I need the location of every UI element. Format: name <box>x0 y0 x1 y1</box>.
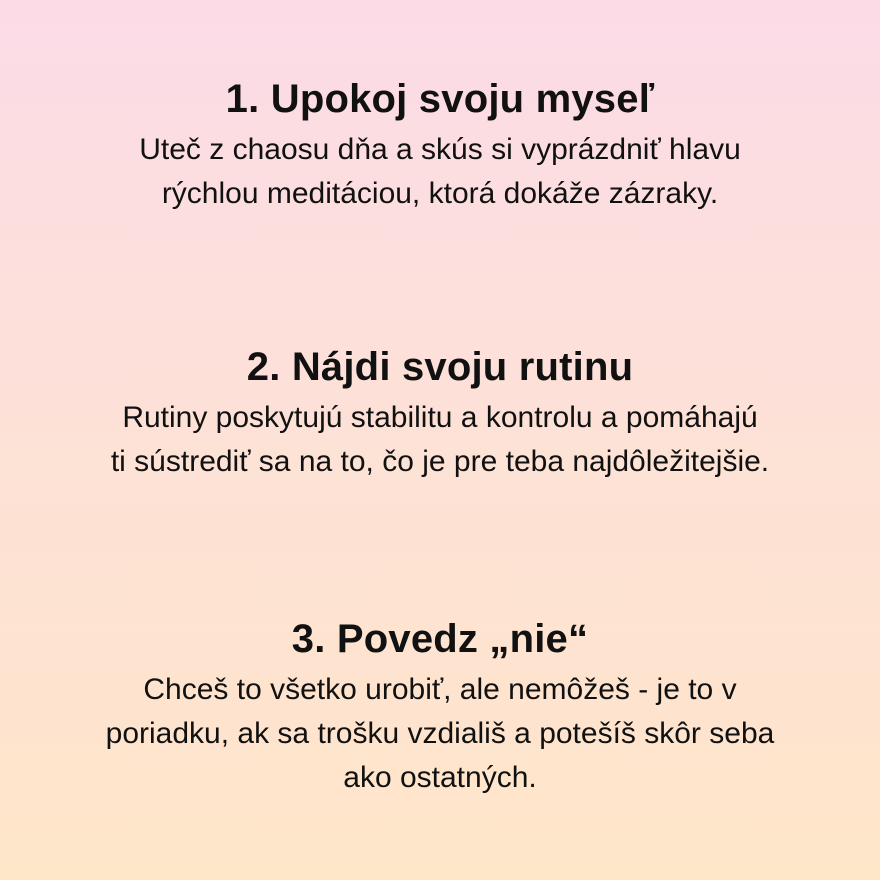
tip-2-title: 2. Nájdi svoju rutinu <box>246 345 634 389</box>
tip-2-text: Rutiny poskytujú stabilitu a kontrolu a pomáhajú ti sústrediť sa na to, čo je pre teba najdôležitejšie. <box>110 401 770 478</box>
tip-2 <box>0 342 880 484</box>
tip-1 <box>0 74 880 216</box>
tip-1-title: 1. Upokoj svoju myseľ <box>225 77 655 121</box>
tip-1-text: Uteč z chaosu dňa a skús si vyprázdniť hlavu rýchlou meditáciou, ktorá dokáže zázraky. <box>139 133 741 210</box>
tip-3-title: 3. Povedz „nie“ <box>291 617 589 661</box>
tip-3 <box>0 614 880 800</box>
tip-3-text: Chceš to všetko urobiť, ale nemôžeš - je to v poriadku, ak sa trošku vzdiališ a potešíš skôr seba ako ostatných. <box>105 673 775 794</box>
